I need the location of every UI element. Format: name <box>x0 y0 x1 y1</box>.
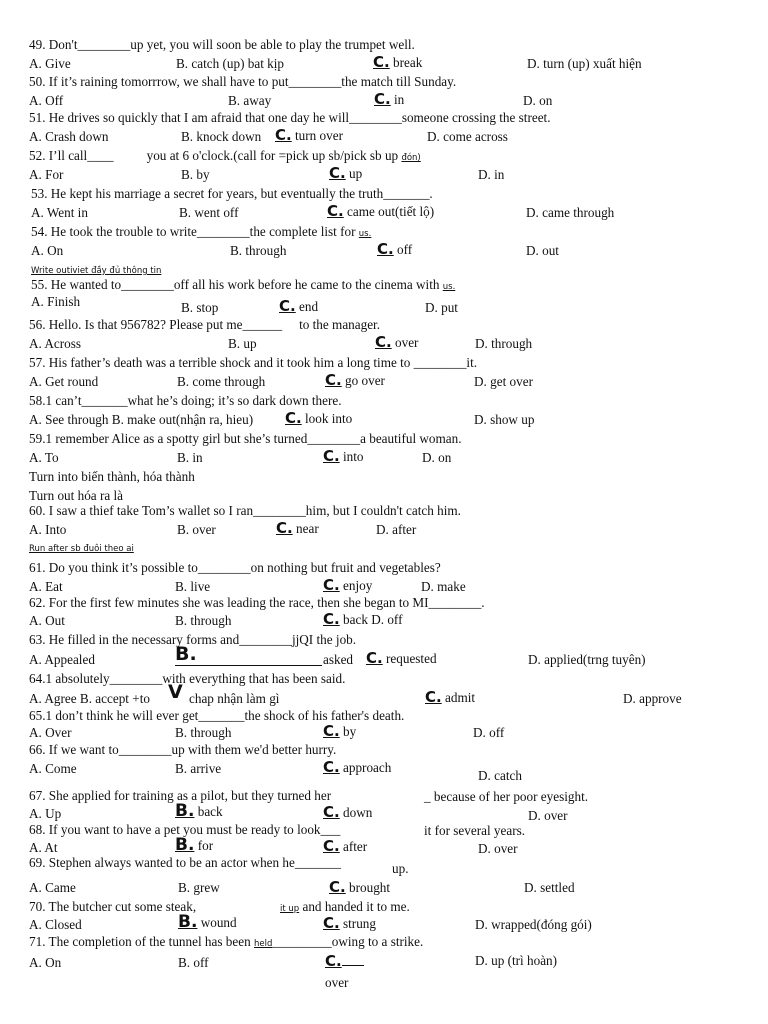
q55-option-d: D. put <box>425 300 458 315</box>
q64-note: chap nhận làm gì <box>189 691 280 706</box>
q62-option-c-d <box>323 611 402 628</box>
question-67-stem: 67. She applied for training as a pilot, but they turned her <box>29 788 332 803</box>
c-mark: C. <box>275 126 292 144</box>
q60-option-a: A. Into <box>29 522 67 537</box>
q61-option-a: A. Eat <box>29 579 63 594</box>
q54-option-d: D. out <box>526 243 559 258</box>
q70-option-b <box>178 914 237 931</box>
q60-option-c <box>276 520 319 537</box>
q50-option-c <box>374 91 404 108</box>
stem-part: 54. He took the trouble to write________the complete list for <box>31 224 356 239</box>
q57-option-a: A. Get round <box>29 374 99 389</box>
b-mark: B. <box>175 835 195 855</box>
question-64-stem: 64.1 absolutely________with everything that has been said. <box>29 671 346 686</box>
q65-option-d: D. off <box>473 725 505 740</box>
q60-option-b: B. over <box>177 522 216 537</box>
question-54-stem <box>31 224 371 242</box>
q62-option-b: B. through <box>175 613 232 628</box>
q55-option-c <box>279 298 318 315</box>
q58-option-d: D. show up <box>474 412 535 427</box>
q52-option-b: B. by <box>181 167 210 182</box>
question-63-stem: 63. He filled in the necessary forms and________jjQI the job. <box>29 632 357 647</box>
question-58-stem: 58.1 can’t_______what he’s doing; it’s so dark down there. <box>29 393 342 408</box>
q67-option-b <box>175 803 223 820</box>
c-text: enjoy <box>339 578 373 593</box>
q63-option-b-text: asked <box>323 652 354 667</box>
c-mark: C. <box>325 952 342 970</box>
note-turn-into: Turn into biến thành, hóa thành <box>29 469 195 484</box>
q54-option-a: A. On <box>31 243 64 258</box>
q65-option-a: A. Over <box>29 725 72 740</box>
q50-option-a: A. Off <box>29 93 64 108</box>
q61-option-b: B. live <box>175 579 211 594</box>
q68-option-c <box>323 838 367 855</box>
c-mark: C. <box>285 409 302 427</box>
q67-option-d: D. over <box>528 808 568 823</box>
q63-answer-line <box>175 652 322 666</box>
q59-option-b: B. in <box>177 450 203 465</box>
c-mark: C. <box>373 53 390 71</box>
q56-option-c <box>375 334 418 351</box>
q71-option-a: A. On <box>29 955 62 970</box>
b-text: wound <box>197 915 237 930</box>
q69-option-a: A. Came <box>29 880 76 895</box>
question-65-stem: 65.1 don’t think he will ever get_______the shock of his father's death. <box>29 708 405 723</box>
q59-option-c <box>323 448 364 465</box>
question-60-stem: 60. I saw a thief take Tom’s wallet so I ran________him, but I couldn't catch him. <box>29 503 461 518</box>
question-67-stem-end: _ because of her poor eyesight. <box>424 789 589 804</box>
c-text: off <box>393 242 413 257</box>
c-mark: C. <box>425 688 442 706</box>
c-mark: C. <box>323 576 340 594</box>
c-text: in <box>390 92 405 107</box>
b-mark: B. <box>175 801 195 821</box>
b-mark: B. <box>175 643 197 665</box>
c-text: by <box>339 724 357 739</box>
q49-option-c <box>373 54 422 71</box>
stem-note: đón) <box>401 153 421 163</box>
c-text: into <box>339 449 364 464</box>
q50-option-d: D. on <box>523 93 553 108</box>
q71-option-d: D. up (trì hoàn) <box>475 953 558 968</box>
q64-v-mark <box>168 681 183 703</box>
q68-option-b <box>175 837 213 854</box>
q65-option-b: B. through <box>175 725 232 740</box>
q66-option-c <box>323 759 391 776</box>
q58-option-c <box>285 410 352 427</box>
b-text: back <box>194 804 223 819</box>
question-66-stem: 66. If we want to________up with them we'd better hurry. <box>29 742 337 757</box>
question-59-stem: 59.1 remember Alice as a spotty girl but she’s turned________a beautiful woman. <box>29 431 462 446</box>
c-text: approach <box>339 760 392 775</box>
question-68-stem-end: it for several years. <box>424 823 526 838</box>
handwritten-note: Write outiviet đầy đủ thông tin <box>31 266 162 276</box>
b-text: for <box>194 838 214 853</box>
c-text: after <box>339 839 368 854</box>
c-text: near <box>292 521 319 536</box>
question-52-stem <box>29 148 421 166</box>
q60-option-d: D. after <box>376 522 417 537</box>
v-mark: V <box>168 681 183 703</box>
stem-part: 71. The completion of the tunnel has been <box>29 934 251 949</box>
q50-option-b: B. away <box>228 93 272 108</box>
b-mark: B. <box>178 912 198 932</box>
question-55-stem <box>31 277 455 295</box>
q67-option-a: A. Up <box>29 806 62 821</box>
q49-option-a: A. Give <box>29 56 71 71</box>
q65-option-c <box>323 723 356 740</box>
stem-part: and handed it to me. <box>302 899 410 914</box>
question-53-stem: 53. He kept his marriage a secret for years, but eventually the truth_______. <box>31 186 433 201</box>
c-text: break <box>389 55 423 70</box>
q64-options-a-b: A. Agree B. accept +to <box>29 691 150 706</box>
q55-option-b: B. stop <box>181 300 219 315</box>
q61-option-c <box>323 577 372 594</box>
question-69-stem: 69. Stephen always wanted to be an actor when he_______ <box>29 855 342 870</box>
c-text: end <box>295 299 319 314</box>
q66-option-d: D. catch <box>478 768 522 783</box>
c-mark: C. <box>323 610 340 628</box>
question-61-stem: 61. Do you think it’s possible to________on nothing but fruit and vegetables? <box>29 560 441 575</box>
c-mark: C. <box>323 447 340 465</box>
q69-option-d: D. settled <box>524 880 575 895</box>
c-text: go over <box>341 373 385 388</box>
q55-option-a: A. Finish <box>31 294 81 309</box>
q66-option-b: B. arrive <box>175 761 222 776</box>
q57-option-c <box>325 372 385 389</box>
q53-option-c <box>327 203 434 220</box>
q69-option-b: B. grew <box>178 880 220 895</box>
c-mark: C. <box>327 202 344 220</box>
c-mark: C. <box>323 803 340 821</box>
q59-option-d: D. on <box>422 450 452 465</box>
q67-option-c <box>323 804 372 821</box>
stem-note: it up <box>280 904 300 914</box>
q66-option-a: A. Come <box>29 761 77 776</box>
q54-option-b: B. through <box>230 243 287 258</box>
c-text: look into <box>301 411 353 426</box>
c-mark: C. <box>279 297 296 315</box>
q71-option-b: B. off <box>178 955 209 970</box>
q58-options-a-b: A. See through B. make out(nhận ra, hieu) <box>29 412 254 427</box>
stem-part: to the manager. <box>299 317 381 332</box>
c-mark: C. <box>323 837 340 855</box>
q61-option-d: D. make <box>421 579 466 594</box>
q51-option-c <box>275 127 343 144</box>
c-mark: C. <box>377 240 394 258</box>
c-mark: C. <box>276 519 293 537</box>
question-57-stem: 57. His father’s death was a terrible shock and it took him a long time to ________it. <box>29 355 478 370</box>
question-71-stem <box>29 934 423 952</box>
stem-note: held <box>254 939 273 949</box>
q53-option-d: D. came through <box>526 205 615 220</box>
q59-option-a: A. To <box>29 450 59 465</box>
q68-option-a: A. At <box>29 840 58 855</box>
q70-option-a: A. Closed <box>29 917 82 932</box>
stem-part: 55. He wanted to________off all his work before he came to the cinema with <box>31 277 440 292</box>
q68-option-d: D. over <box>478 841 518 856</box>
c-text: admit <box>441 690 476 705</box>
c-mark: C. <box>366 649 383 667</box>
q54-option-c <box>377 241 412 258</box>
c-mark: C. <box>329 878 346 896</box>
q70-option-d: D. wrapped(đóng gói) <box>475 917 592 932</box>
q53-option-b: B. went off <box>179 205 239 220</box>
stem-part: 52. I’ll call____ <box>29 148 114 163</box>
q57-option-b: B. come through <box>177 374 266 389</box>
q52-option-c <box>329 165 362 182</box>
c-text: brought <box>345 880 391 895</box>
question-68-stem: 68. If you want to have a pet you must be ready to look___ <box>29 822 341 837</box>
q52-option-a: A. For <box>29 167 64 182</box>
question-51-stem: 51. He drives so quickly that I am afraid that one day he will________someone crossing the street. <box>29 110 551 125</box>
c-mark: C. <box>323 914 340 932</box>
question-62-stem: 62. For the first few minutes she was leading the race, then she began to MI________. <box>29 595 485 610</box>
q64-option-c <box>425 689 475 706</box>
question-69-stem-end: up. <box>392 861 409 876</box>
q52-option-d: D. in <box>478 167 505 182</box>
c-text: back D. off <box>339 612 403 627</box>
stem-part: _________owing to a strike. <box>272 934 424 949</box>
question-50-stem: 50. If it’s raining tomorrrow, we shall have to put________the match till Sunday. <box>29 74 457 89</box>
c-text: turn over <box>291 128 343 143</box>
q56-option-d: D. through <box>475 336 533 351</box>
q64-option-d: D. approve <box>623 691 682 706</box>
stem-part: you at 6 o'clock.(call for =pick up sb/pick sb up <box>146 148 399 163</box>
q63-option-d: D. applied(trng tuyên) <box>528 652 646 667</box>
c-text: came out(tiết lộ) <box>343 204 435 219</box>
note-turn-out: Turn out hóa ra là <box>29 488 124 503</box>
q51-option-a: A. Crash down <box>29 129 109 144</box>
c-text: down <box>339 805 373 820</box>
question-70-stem: 70. The butcher cut some steak, <box>29 899 197 914</box>
question-49-stem: 49. Don't________up yet, you will soon be able to play the trumpet well. <box>29 37 415 52</box>
c-mark: C. <box>374 90 391 108</box>
c-text: strung <box>339 916 376 931</box>
c-mark: C. <box>323 722 340 740</box>
handwritten-note: Run after sb đuôi theo ai <box>29 544 134 554</box>
q53-option-a: A. Went in <box>31 205 88 220</box>
c-mark: C. <box>375 333 392 351</box>
c-text: requested <box>382 651 437 666</box>
c-mark: C. <box>325 371 342 389</box>
q49-option-d: D. turn (up) xuất hiện <box>527 56 642 71</box>
c-text: over <box>391 335 419 350</box>
q63-option-c <box>366 650 437 667</box>
c-text: up <box>345 166 363 181</box>
stem-note: us. <box>442 282 456 292</box>
q71-option-c-text: over <box>325 975 349 990</box>
q63-option-a: A. Appealed <box>29 652 95 667</box>
q51-option-d: D. come across <box>427 129 508 144</box>
c-mark: C. <box>323 758 340 776</box>
q51-option-b: B. knock down <box>181 129 262 144</box>
q56-option-a: A. Across <box>29 336 82 351</box>
stem-note: us. <box>358 229 372 239</box>
stem-part: 56. Hello. Is that 956782? Please put me______ <box>29 317 283 332</box>
q62-option-a: A. Out <box>29 613 65 628</box>
q57-option-d: D. get over <box>474 374 533 389</box>
q56-option-b: B. up <box>228 336 257 351</box>
q70-option-c <box>323 915 376 932</box>
q71-option-c <box>325 953 364 970</box>
q69-option-c <box>329 879 390 896</box>
question-56-stem <box>29 317 380 333</box>
q49-option-b: B. catch (up) bat kịp <box>176 56 285 71</box>
c-mark: C. <box>329 164 346 182</box>
